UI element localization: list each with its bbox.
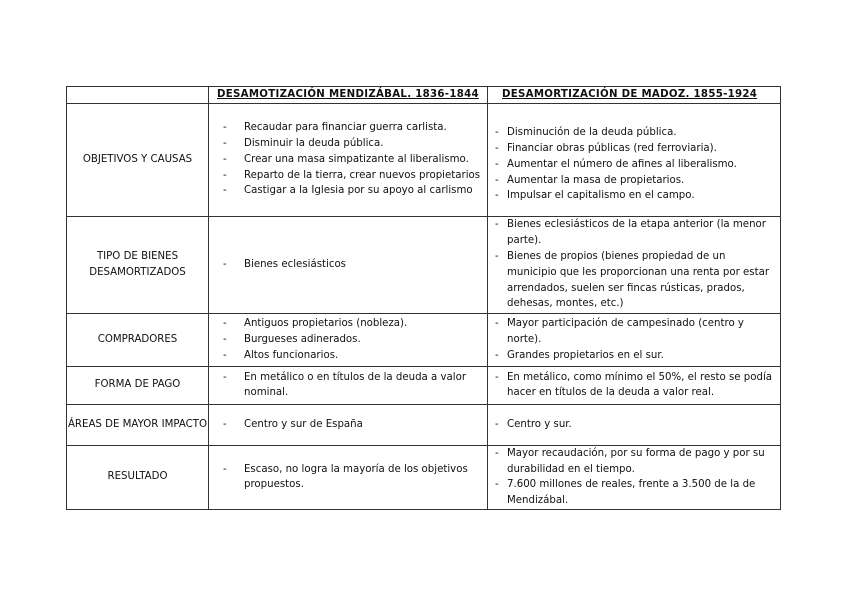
mendizabal-cell <box>209 103 488 216</box>
header-madoz <box>488 87 781 104</box>
row-label: ÁREAS DE MAYOR IMPACTO <box>67 404 209 445</box>
table-row-compradores <box>67 313 781 366</box>
mendizabal-cell <box>209 216 488 313</box>
header-row <box>67 87 781 104</box>
mendizabal-cell <box>209 404 488 445</box>
header-mendizabal-text: DESAMOTIZACIÓN MENDIZÁBAL. 1836-1844 <box>217 89 479 100</box>
list-item: - Impulsar el capitalismo en el campo. <box>488 188 780 204</box>
list-item: - Burgueses adinerados. <box>209 332 487 348</box>
row-label: TIPO DE BIENES DESAMORTIZADOS <box>67 216 209 313</box>
header-mendizabal <box>209 87 488 104</box>
list-item: - En metálico o en títulos de la deuda a valor nominal. <box>209 370 487 402</box>
mendizabal-cell <box>209 313 488 366</box>
list-item: - Mayor participación de campesinado (centro y norte). <box>488 316 780 348</box>
list-item: - Centro y sur de España <box>209 417 487 433</box>
row-label: RESULTADO <box>67 445 209 509</box>
mendizabal-cell <box>209 445 488 509</box>
header-empty-cell <box>67 87 209 104</box>
comparison-table <box>66 86 781 510</box>
list-item: - Bienes eclesiásticos <box>209 257 487 273</box>
madoz-cell <box>488 366 781 404</box>
list-item: - Reparto de la tierra, crear nuevos propietarios <box>209 168 487 184</box>
madoz-cell <box>488 216 781 313</box>
table-row-forma-pago <box>67 366 781 404</box>
list-item: - Financiar obras públicas (red ferroviaria). <box>488 141 780 157</box>
list-item: - Disminución de la deuda pública. <box>488 125 780 141</box>
mendizabal-cell <box>209 366 488 404</box>
row-label: FORMA DE PAGO <box>67 366 209 404</box>
list-item: - Recaudar para financiar guerra carlista. <box>209 120 487 136</box>
list-item: - Aumentar la masa de propietarios. <box>488 173 780 189</box>
madoz-cell <box>488 404 781 445</box>
list-item: - Mayor recaudación, por su forma de pago y por su durabilidad en el tiempo. <box>488 446 780 478</box>
list-item: - 7.600 millones de reales, frente a 3.500 de la de Mendizábal. <box>488 477 780 509</box>
list-item: - Crear una masa simpatizante al liberalismo. <box>209 152 487 168</box>
list-item: - Grandes propietarios en el sur. <box>488 348 780 364</box>
madoz-cell <box>488 445 781 509</box>
list-item: - Bienes eclesiásticos de la etapa anterior (la menor parte). <box>488 217 780 249</box>
row-label: COMPRADORES <box>67 313 209 366</box>
row-label: OBJETIVOS Y CAUSAS <box>67 103 209 216</box>
madoz-cell <box>488 313 781 366</box>
table-row-areas <box>67 404 781 445</box>
list-item: - Aumentar el número de afines al liberalismo. <box>488 157 780 173</box>
table-row-resultado <box>67 445 781 509</box>
list-item: - Bienes de propios (bienes propiedad de un municipio que les proporcionan una renta por estar arrendados, suelen ser fincas rústicas, prados, dehesas, montes, etc.) <box>488 249 780 312</box>
list-item: - Centro y sur. <box>488 417 780 433</box>
list-item: - Escaso, no logra la mayoría de los objetivos propuestos. <box>209 462 487 494</box>
list-item: - Altos funcionarios. <box>209 348 487 364</box>
list-item: - Disminuir la deuda pública. <box>209 136 487 152</box>
header-madoz-text: DESAMORTIZACIÓN DE MADOZ. 1855-1924 <box>502 89 758 100</box>
list-item: - En metálico, como mínimo el 50%, el resto se podía hacer en títulos de la deuda a valor real. <box>488 370 780 402</box>
list-item: - Antiguos propietarios (nobleza). <box>209 316 487 332</box>
table-row-tipo-bienes <box>67 216 781 313</box>
madoz-cell <box>488 103 781 216</box>
list-item: - Castigar a la Iglesia por su apoyo al carlismo <box>209 183 487 199</box>
table-row-objetivos <box>67 103 781 216</box>
